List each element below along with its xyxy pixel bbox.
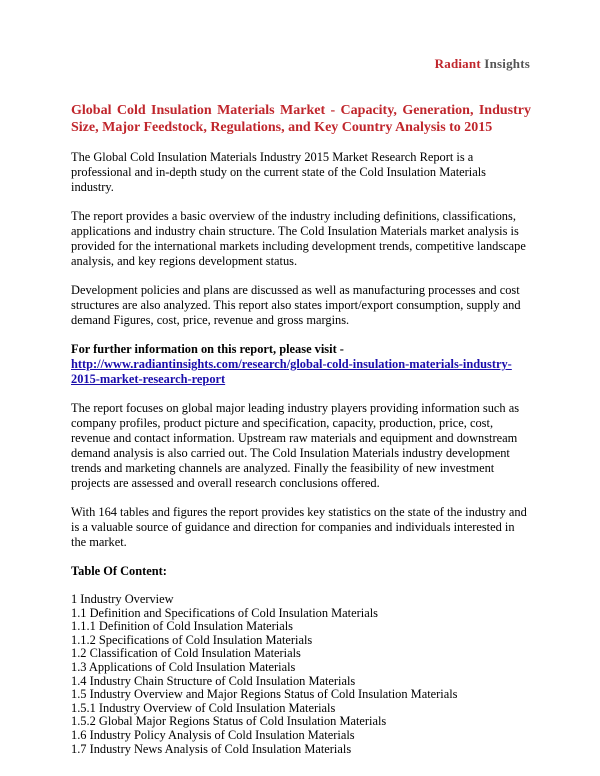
table-of-contents bbox=[71, 593, 531, 756]
logo-part-1: Radiant bbox=[434, 56, 481, 71]
more-info-block bbox=[71, 342, 531, 387]
more-info-label: For further information on this report, please visit - bbox=[71, 342, 344, 356]
logo-part-2: Insights bbox=[480, 56, 530, 71]
toc-item: 1.7 Industry News Analysis of Cold Insulation Materials bbox=[71, 741, 352, 756]
toc-item: 1.1.1 Definition of Cold Insulation Materials bbox=[71, 619, 293, 634]
toc-item: 1.6 Industry Policy Analysis of Cold Insulation Materials bbox=[71, 727, 355, 742]
toc-item: 1.3 Applications of Cold Insulation Materials bbox=[71, 659, 296, 674]
toc-item: 1.1.2 Specifications of Cold Insulation Materials bbox=[71, 632, 313, 647]
toc-item: 1.5.2 Global Major Regions Status of Cold Insulation Materials bbox=[71, 714, 387, 729]
toc-item: 1.4 Industry Chain Structure of Cold Insulation Materials bbox=[71, 673, 356, 688]
policies-paragraph: Development policies and plans are discussed as well as manufacturing processes and cost structures are also analyzed. This report also states import/export consumption, supply and demand Figures, cost, price, revenue and gross margins. bbox=[71, 283, 521, 327]
toc-item: 1.2 Classification of Cold Insulation Materials bbox=[71, 646, 301, 661]
report-content bbox=[71, 102, 531, 756]
toc-heading: Table Of Content: bbox=[71, 564, 167, 578]
toc-item: 1 Industry Overview bbox=[71, 592, 174, 606]
radiant-insights-logo bbox=[435, 56, 530, 72]
statistics-paragraph: With 164 tables and figures the report provides key statistics on the state of the industry and is a valuable source of guidance and direction for companies and individuals interested in the market. bbox=[71, 505, 527, 549]
report-title: Global Cold Insulation Materials Market - Capacity, Generation, Industry Size, Major Feedstock, Regulations, and Key Country Analysis to 2015 bbox=[71, 103, 531, 135]
toc-item: 1.5.1 Industry Overview of Cold Insulation Materials bbox=[71, 700, 336, 715]
report-url-link[interactable]: http://www.radiantinsights.com/research/global-cold-insulation-materials-industry-2015-market-research-report bbox=[71, 357, 512, 386]
overview-paragraph: The report provides a basic overview of the industry including definitions, classifications, applications and industry chain structure. The Cold Insulation Materials market analysis is provided for the international markets including development trends, competitive landscape analysis, and key regions development status. bbox=[71, 209, 526, 268]
intro-paragraph: The Global Cold Insulation Materials Industry 2015 Market Research Report is a professional and in-depth study on the current state of the Cold Insulation Materials industry. bbox=[71, 150, 486, 194]
toc-item: 1.5 Industry Overview and Major Regions Status of Cold Insulation Materials bbox=[71, 687, 458, 702]
focus-paragraph: The report focuses on global major leading industry players providing information such as company profiles, product picture and specification, capacity, production, price, cost, revenue and contact information. Upstream raw materials and equipment and downstream demand analysis is also carried out. The Cold Insulation Materials industry development trends and marketing channels are analyzed. Finally the feasibility of new investment projects are assessed and overall research conclusions offered. bbox=[71, 401, 520, 490]
toc-item: 1.1 Definition and Specifications of Cold Insulation Materials bbox=[71, 605, 378, 620]
